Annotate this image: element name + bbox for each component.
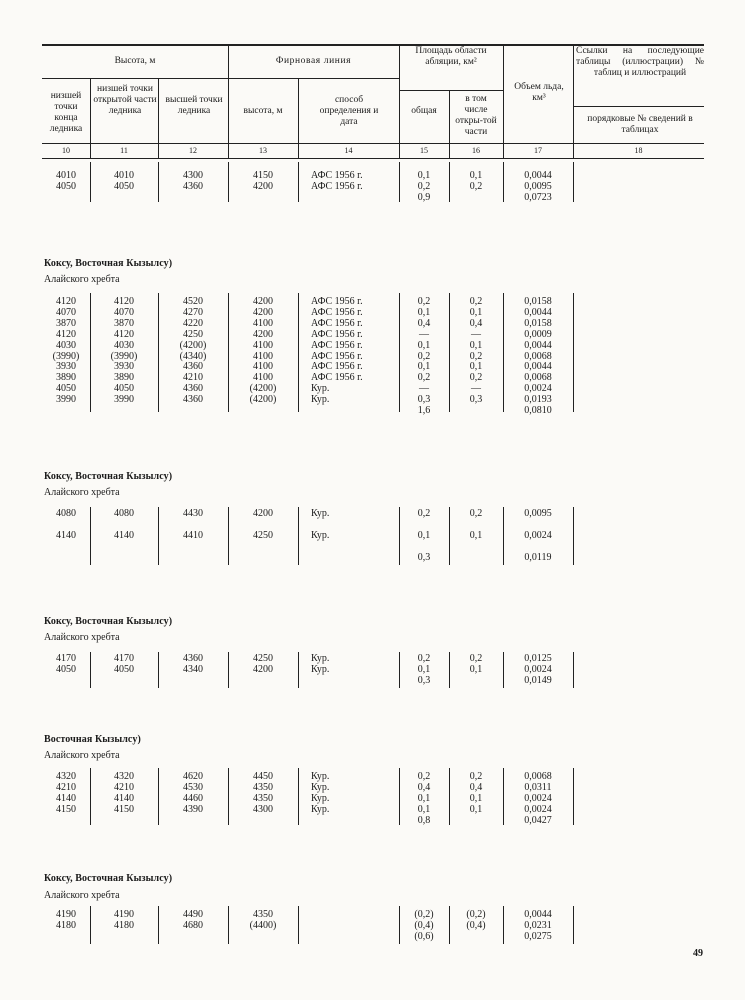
col-num-11: 11 — [120, 146, 128, 155]
col-11-values: 4320 4210 4140 4150 — [114, 771, 134, 815]
col-12-values: 4430 4410 — [183, 508, 203, 541]
col-17-values: 0,0158 0,0044 0,0158 0,0009 0,0044 0,0068 0,0044 0,0068 0,0024 0,0193 0,0810 — [524, 296, 552, 417]
col-num-18: 18 — [634, 146, 643, 155]
col-16-values: 0,2 0,1 — [469, 508, 483, 541]
header-col-12: высшей точки ледника — [165, 95, 223, 116]
section-subtitle: Алайского хребта — [44, 890, 120, 901]
header-firn: Фирновая линия — [275, 56, 352, 66]
col-11-values: 4080 4140 — [114, 508, 134, 541]
col-num-17: 17 — [534, 146, 542, 155]
page-number: 49 — [693, 948, 703, 959]
header-col-15: общая — [411, 106, 437, 116]
col-12-values: 4300 4360 — [183, 170, 203, 192]
col-15-values: 0,2 0,1 0,4 — 0,1 0,2 0,1 0,2 — 0,3 1,6 — [417, 296, 431, 417]
section-title: Коксу, Восточная Кызылсу) — [44, 873, 173, 884]
col-11-values: 4120 4070 3870 4120 4030 (3990) 3930 3890 4050 3990 — [110, 296, 138, 406]
col-14-values: Кур. Кур. — [311, 508, 330, 541]
col-11-values: 4190 4180 — [114, 909, 134, 931]
col-13-values: 4450 4350 4350 4300 — [253, 771, 273, 815]
col-12-values: 4620 4530 4460 4390 — [183, 771, 203, 815]
section-title: Коксу, Восточная Кызылсу) — [44, 616, 173, 627]
section-title: Коксу, Восточная Кызылсу) — [44, 258, 173, 269]
col-num-15: 15 — [420, 146, 428, 155]
col-13-values: 4250 4200 — [253, 653, 273, 675]
col-10-values: 4010 4050 — [56, 170, 76, 192]
header-col-13: высота, м — [243, 106, 283, 116]
col-15-values: 0,2 0,1 0,3 — [417, 653, 431, 686]
header-col-11: низшей точки открытой части ледника — [93, 84, 157, 116]
section-subtitle: Алайского хребта — [44, 487, 120, 498]
header-obem: Объем льда, км³ — [514, 82, 564, 103]
col-10-values: 4320 4210 4140 4150 — [56, 771, 76, 815]
col-11-values: 4170 4050 — [114, 653, 134, 675]
col-13-values: 4150 4200 — [253, 170, 273, 192]
col-16-values: 0,2 0,4 0,1 0,1 — [469, 771, 483, 815]
col-17-values: 0,0095 0,0024 0,0119 — [524, 508, 552, 563]
col-10-values: 4170 4050 — [56, 653, 76, 675]
section-subtitle: Алайского хребта — [44, 632, 120, 643]
col-17-values: 0,0044 0,0231 0,0275 — [524, 909, 552, 942]
col-14-values: Кур. Кур. — [311, 653, 330, 675]
col-15-values: (0,2) (0,4) (0,6) — [414, 909, 434, 942]
header-col-10: низшей точки конца ледника — [49, 91, 83, 134]
col-14-values: АФС 1956 г. АФС 1956 г. АФС 1956 г. АФС 1956 г. АФС 1956 г. АФС 1956 г. АФС 1956 г. АФС 1956 г. Кур. Кур. — [311, 296, 363, 406]
col-14-values: Кур. Кур. Кур. Кур. — [311, 771, 330, 815]
section-subtitle: Алайского хребта — [44, 274, 120, 285]
col-num-12: 12 — [189, 146, 197, 155]
header-col-14: способ определения и дата — [319, 95, 379, 127]
col-17-values: 0,0068 0,0311 0,0024 0,0024 0,0427 — [524, 771, 552, 826]
col-12-values: 4490 4680 — [183, 909, 203, 931]
header-poryadkovye: порядковые № сведений в таблицах — [587, 114, 693, 135]
section-title: Восточная Кызылсу) — [44, 734, 141, 745]
col-14-values: АФС 1956 г. АФС 1956 г. — [311, 170, 363, 192]
col-12-values: 4360 4340 — [183, 653, 203, 675]
header-col-16: в том числе откры-той части — [455, 94, 497, 137]
col-num-13: 13 — [259, 146, 267, 155]
col-15-values: 0,1 0,2 0,9 — [417, 170, 431, 203]
col-16-values: 0,2 0,1 — [469, 653, 483, 675]
col-10-values: 4190 4180 — [56, 909, 76, 931]
col-15-values: 0,2 0,1 0,3 — [417, 508, 431, 563]
col-13-values: 4200 4200 4100 4200 4100 4100 4100 4100 (4200) (4200) — [249, 296, 277, 406]
header-vysota: Высота, м — [114, 56, 156, 66]
col-10-values: 4120 4070 3870 4120 4030 (3990) 3930 3890 4050 3990 — [52, 296, 80, 406]
section-subtitle: Алайского хребта — [44, 750, 120, 761]
col-16-values: (0,2) (0,4) — [466, 909, 486, 931]
col-num-14: 14 — [344, 146, 353, 155]
header-ssylki: Ссылки на последующие таблицы (иллюстрации) № таблиц и иллюстраций — [576, 46, 704, 78]
header-ploshchad: Площадь области абляции, км² — [415, 46, 487, 67]
section-title: Коксу, Восточная Кызылсу) — [44, 471, 173, 482]
col-11-values: 4010 4050 — [114, 170, 134, 192]
col-13-values: 4200 4250 — [253, 508, 273, 541]
col-13-values: 4350 (4400) — [249, 909, 277, 931]
col-17-values: 0,0125 0,0024 0,0149 — [524, 653, 552, 686]
col-16-values: 0,2 0,1 0,4 — 0,1 0,2 0,1 0,2 — 0,3 — [469, 296, 483, 406]
col-15-values: 0,2 0,4 0,1 0,1 0,8 — [417, 771, 431, 826]
col-17-values: 0,0044 0,0095 0,0723 — [524, 170, 552, 203]
col-12-values: 4520 4270 4220 4250 (4200) (4340) 4360 4210 4360 4360 — [179, 296, 207, 406]
col-16-values: 0,1 0,2 — [469, 170, 483, 192]
col-num-16: 16 — [472, 146, 480, 155]
col-num-10: 10 — [62, 146, 70, 155]
col-10-values: 4080 4140 — [56, 508, 76, 541]
